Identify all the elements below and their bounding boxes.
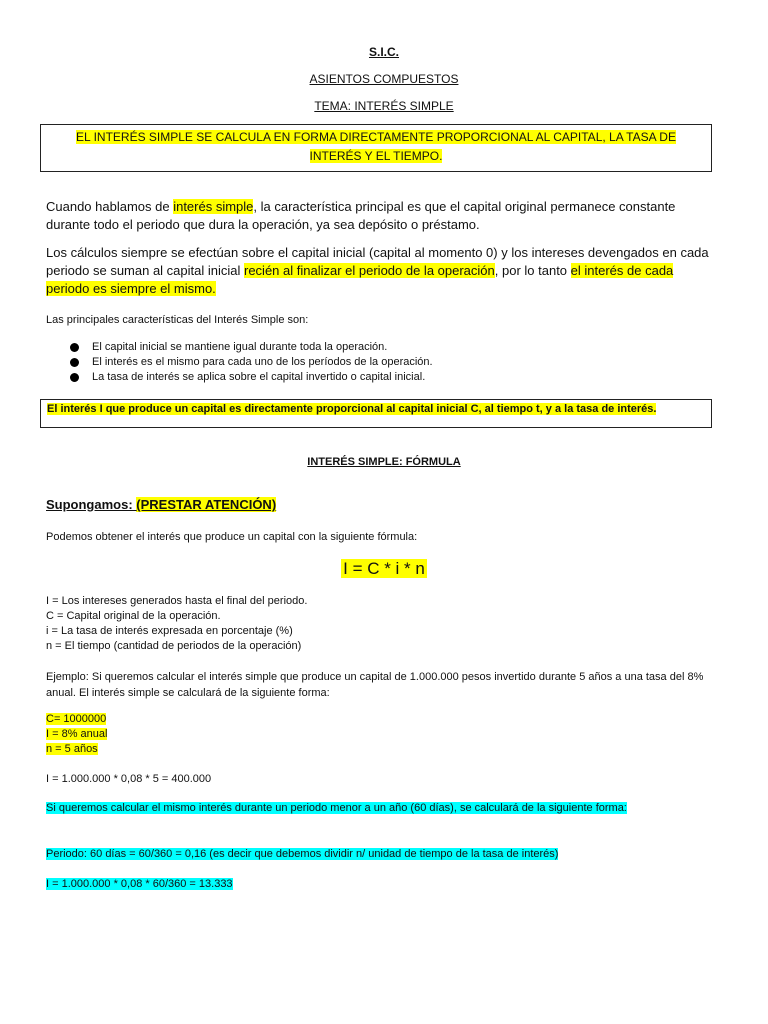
period-calculation-text: Periodo: 60 días = 60/360 = 0,16 (es decir que debemos dividir n/ unidad de tiempo de la tasa de interés)	[46, 848, 559, 860]
paragraph-simple-interest	[46, 198, 712, 234]
calculation-60-days	[46, 877, 712, 892]
cyan-instruction	[46, 801, 712, 816]
calculation-60-days-text: I = 1.000.000 * 0,08 * 60/360 = 13.333	[46, 878, 233, 890]
para1-highlight: interés simple	[173, 199, 254, 214]
list-item	[46, 340, 433, 355]
definition-line: C = Capital original de la operación.	[46, 610, 221, 622]
cyan-instruction-text: Si queremos calcular el mismo interés durante un periodo menor a un año (60 días), se calculará de la siguiente forma:	[46, 802, 627, 814]
formula-text: I = C * i * n	[343, 559, 425, 578]
formula-section-title: INTERÉS SIMPLE: FÓRMULA	[307, 456, 461, 468]
value-capital: C= 1000000	[46, 713, 107, 725]
example-paragraph: Ejemplo: Si queremos calcular el interés simple que produce un capital de 1.000.000 pesos invertido durante 5 años a una tasa del 8% anual. El interés simple se calculará de la siguiente forma:	[46, 671, 704, 699]
para1-text-c: , la característica principal es que el capital original permanece constante durante todo el periodo que dura la operación, ya sea depósito o préstamo.	[46, 199, 676, 232]
period-calculation	[46, 847, 712, 862]
example-values	[46, 712, 712, 757]
para2-text-a: Los cálculos siempre se efectúan sobre el capital inicial (capital al momento 0) y los intereses devengados en cada periodo se suman al capital inicial	[46, 245, 709, 278]
calculation-annual: I = 1.000.000 * 0,08 * 5 = 400.000	[46, 773, 212, 785]
para2-text-c: , por lo tanto	[494, 263, 571, 278]
supongamos-label: Supongamos:	[46, 497, 137, 512]
subject-title: ASIENTOS COMPUESTOS	[309, 72, 459, 86]
proportional-box-text: El interés I que produce un capital es directamente proporcional al capital inicial C, al tiempo t, y a la tasa de interés.	[47, 403, 657, 415]
definition-box-text: EL INTERÉS SIMPLE SE CALCULA EN FORMA DIRECTAMENTE PROPORCIONAL AL CAPITAL, LA TASA DE INTERÉS Y EL TIEMPO.	[76, 130, 676, 163]
feature-text: La tasa de interés se aplica sobre el capital invertido o capital inicial.	[92, 371, 426, 383]
definitions-block	[46, 594, 712, 654]
formula-intro: Podemos obtener el interés que produce un capital con la siguiente fórmula:	[46, 531, 418, 543]
definition-line: i = La tasa de interés expresada en porcentaje (%)	[46, 625, 293, 637]
formula-display	[0, 559, 768, 579]
bullet-icon	[70, 358, 79, 367]
para1-text-a: Cuando hablamos de	[46, 199, 174, 214]
bullet-icon	[70, 343, 79, 352]
feature-text: El capital inicial se mantiene igual durante toda la operación.	[92, 341, 388, 353]
bullet-icon	[70, 373, 79, 382]
para2-highlight-d: el interés de cada periodo es siempre el mismo.	[46, 263, 674, 296]
attention-highlight: (PRESTAR ATENCIÓN)	[136, 497, 277, 512]
definition-box	[40, 124, 712, 172]
value-rate: I = 8% anual	[46, 728, 108, 740]
feature-text: El interés es el mismo para cada uno de los períodos de la operación.	[92, 356, 433, 368]
definition-line: n = El tiempo (cantidad de periodos de la operación)	[46, 640, 302, 652]
supongamos-heading	[46, 497, 712, 512]
value-periods: n = 5 años	[46, 743, 98, 755]
proportional-box	[40, 399, 712, 428]
features-intro: Las principales características del Interés Simple son:	[46, 314, 309, 326]
list-item	[46, 355, 433, 370]
definition-line: I = Los intereses generados hasta el final del periodo.	[46, 595, 308, 607]
paragraph-calculations	[46, 244, 712, 298]
topic-title: TEMA: INTERÉS SIMPLE	[314, 99, 454, 113]
para2-highlight-b: recién al finalizar el periodo de la operación	[244, 263, 495, 278]
features-list	[46, 340, 433, 385]
org-title: S.I.C.	[368, 45, 399, 59]
list-item	[46, 370, 433, 385]
